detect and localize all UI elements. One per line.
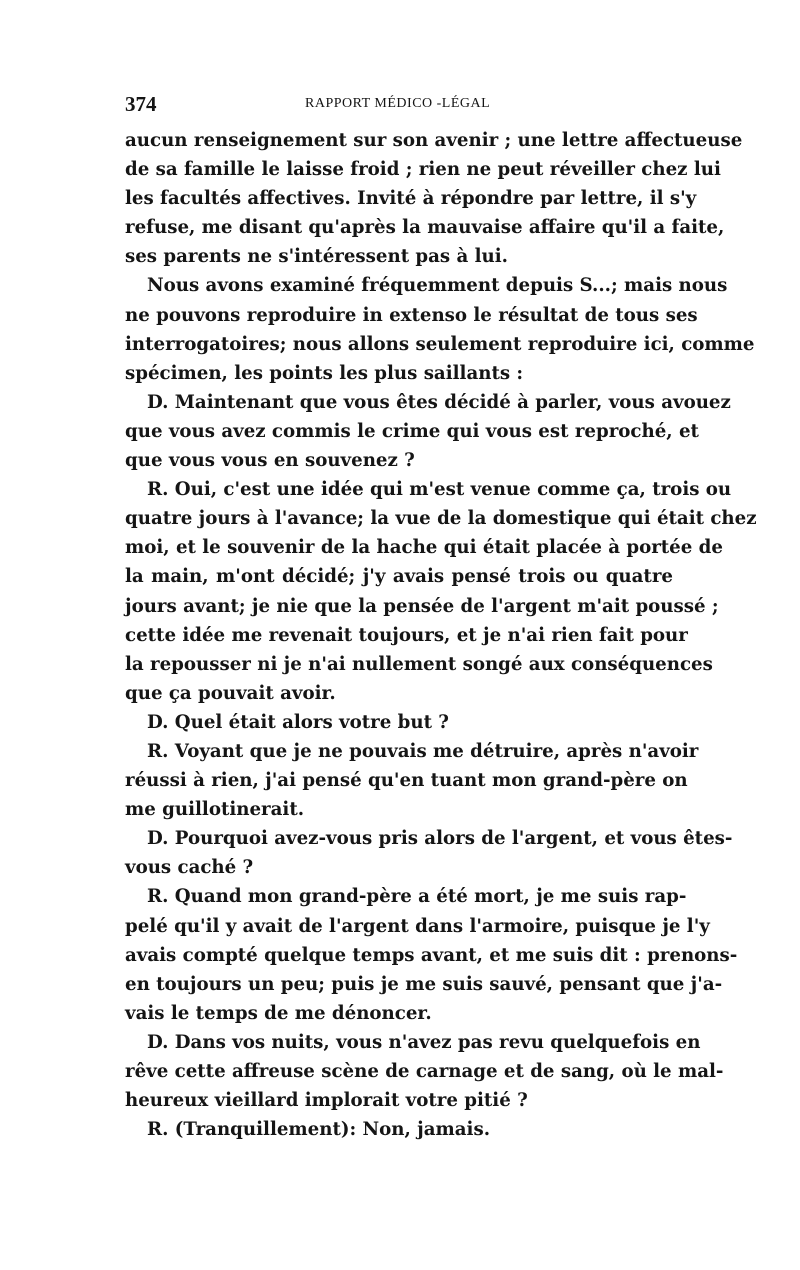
page-header [125,92,670,122]
text-line: Nous avons examiné fréquemment depuis S...; mais nous [147,275,728,297]
text-line: moi, et le souvenir de la hache qui était placée à portée de [125,537,723,559]
paragraph [125,271,755,387]
text-line: R. Quand mon grand-père a été mort, je me suis rap- [147,886,687,908]
text-line: ses parents ne s'intéressent pas à lui. [125,246,508,268]
text-line: interrogatoires; nous allons seulement reproduire ici, comme [125,333,755,355]
paragraph [125,475,757,708]
paragraph [125,1115,673,1144]
page-body [125,126,757,1144]
paragraph [125,126,743,271]
text-line: rêve cette affreuse scène de carnage et de sang, où le mal- [125,1061,724,1082]
text-line: aucun renseignement sur son avenir ; une lettre affectueuse [125,130,743,151]
text-line: cette idée me revenait toujours, et je n'ai rien fait pour [125,624,688,646]
text-line: R. (Tranquillement): Non, jamais. [147,1119,491,1141]
text-line: D. Quel était alors votre but ? [147,711,449,733]
text-line: heureux vieillard implorait votre pitié ? [125,1090,528,1112]
paragraph [125,388,731,475]
paragraph [125,737,699,824]
text-line: D. Dans vos nuits, vous n'avez pas revu quelquefois en [147,1031,701,1053]
text-line: la repousser ni je n'ai nullement songé aux conséquences [125,653,713,675]
text-line: que vous vous en souvenez ? [125,450,415,472]
text-line: en toujours un peu; puis je me suis sauvé, pensant que j'a- [125,973,723,995]
text-line: ne pouvons reproduire in extenso le résultat de tous ses [125,304,698,326]
paragraph [125,824,733,882]
text-line: D. Maintenant que vous êtes décidé à parler, vous avouez [147,391,731,413]
text-line: vais le temps de me dénoncer. [125,1002,432,1024]
text-line: les facultés affectives. Invité à répondre par lettre, il s'y [125,188,697,210]
text-line: la main, m'ont décidé; j'y avais pensé trois ou quatre [125,566,673,588]
text-line: que vous avez commis le crime qui vous est reproché, et [125,420,699,442]
page-number: 374 [125,92,157,116]
paragraph [125,708,673,737]
text-line: que ça pouvait avoir. [125,682,336,704]
text-line: refuse, me disant qu'après la mauvaise affaire qu'il a faite, [125,217,725,239]
text-line: D. Pourquoi avez-vous pris alors de l'argent, et vous êtes- [147,828,733,850]
running-head: RAPPORT MÉDICO -LÉGAL [305,96,491,111]
text-line: pelé qu'il y avait de l'argent dans l'armoire, puisque je l'y [125,915,710,937]
text-line: quatre jours à l'avance; la vue de la domestique qui était chez [125,508,757,530]
text-line: me guillotinerait. [125,799,305,821]
paragraph [125,1028,724,1115]
text-line: vous caché ? [125,857,254,879]
text-line: de sa famille le laisse froid ; rien ne peut réveiller chez lui [125,159,721,181]
text-line: avais compté quelque temps avant, et me suis dit : prenons- [125,944,738,966]
paragraph [125,882,738,1027]
text-line: R. Oui, c'est une idée qui m'est venue comme ça, trois ou [147,479,732,501]
text-line: réussi à rien, j'ai pensé qu'en tuant mon grand-père on [125,770,688,792]
text-line: jours avant; je nie que la pensée de l'argent m'ait poussé ; [125,595,719,617]
text-line: R. Voyant que je ne pouvais me détruire, après n'avoir [147,740,699,762]
text-line: spécimen, les points les plus saillants : [125,362,524,384]
